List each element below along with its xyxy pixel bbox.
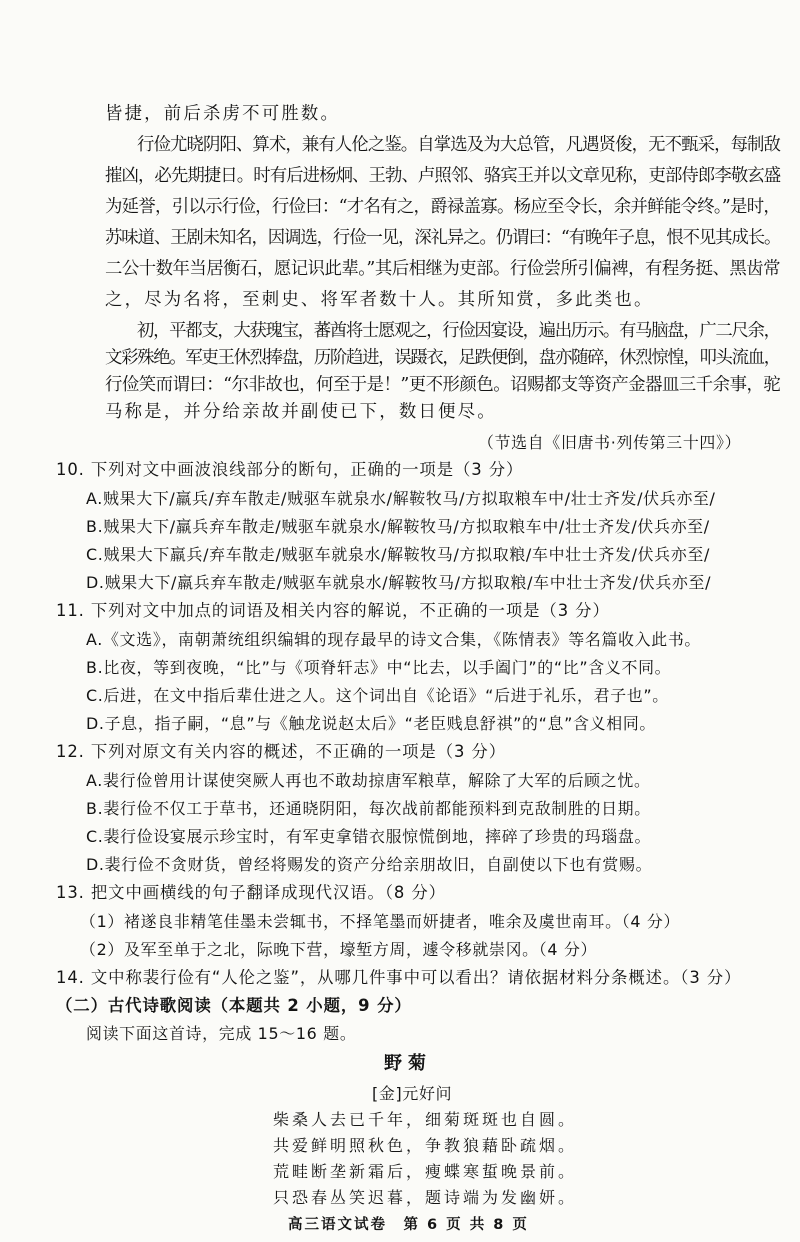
passage-line: 摧凶，必先期捷日。时有后进杨炯、王勃、卢照邻、骆宾王并以文章见称，吏部侍郎李敬玄盛 — [105, 166, 781, 186]
option-d: D.贼果大下/羸兵弃车散走/贼驱车就泉水/解鞍牧马/方拟取粮/车中壮士齐发/伏兵亦至/ — [86, 573, 712, 592]
question-stem: 13. 把文中画横线的句子翻译成现代汉语。（8 分） — [56, 883, 446, 902]
passage-line: 皆捷，前后杀虏不可胜数。 — [105, 104, 341, 124]
passage-line: 初，平都支，大获瑰宝，蕃酋将士愿观之，行俭因宴设，遍出历示。有马脑盘，广二尺余， — [137, 321, 780, 341]
passage-line: 为延誉，引以示行俭，行俭曰：“才名有之，爵禄盖寡。杨应至令长，余并鲜能令终。”是时， — [105, 197, 781, 217]
option-c: C.后进，在文中指后辈仕进之人。这个词出自《论语》“后进于礼乐，君子也”。 — [86, 686, 669, 705]
passage-line: 二公十数年当居衡石，愿记识此辈。”其后相继为吏部。行俭尝所引偏裨，有程务挺、黑齿常 — [105, 259, 781, 279]
poem-title: 野菊 — [384, 1053, 432, 1074]
option-a: A.裴行俭曾用计谋使突厥人再也不敢劫掠唐军粮草，解除了大军的后顾之忧。 — [86, 771, 651, 790]
option-c: C.贼果大下羸兵/弃车散走/贼驱车就泉水/解鞍牧马/方拟取粮/车中壮士齐发/伏兵亦至/ — [86, 545, 711, 564]
option-b: B.贼果大下/羸兵弃车散走/贼驱车就泉水/解鞍牧马/方拟取粮车中/壮士齐发/伏兵亦至/ — [86, 517, 710, 536]
question-stem: 11. 下列对文中加点的词语及相关内容的解说，不正确的一项是（3 分） — [56, 601, 610, 620]
page-footer: 高三语文试卷 第 6 页 共 8 页 — [288, 1217, 529, 1233]
option-b: B.裴行俭不仅工于草书，还通晓阴阳，每次战前都能预料到克敌制胜的日期。 — [86, 799, 651, 818]
passage-line: 马称是，并分给亲故并副使已下，数日便尽。 — [105, 402, 497, 422]
poem-author: [金]元好问 — [372, 1084, 453, 1103]
question-stem: 10. 下列对文中画波浪线部分的断句，正确的一项是（3 分） — [56, 460, 524, 479]
section-instruction: 阅读下面这首诗，完成 15～16 题。 — [86, 1024, 357, 1043]
passage-line: 文彩殊绝。军吏王休烈捧盘，历阶趋进，误蹑衣，足跌便倒，盘亦随碎，休烈惊惶，叩头流血， — [105, 348, 780, 368]
passage-line: 行俭笑而谓曰：“尔非故也，何至于是！”更不形颜色。诏赐都支等资产金器皿三千余事，驼 — [105, 375, 781, 395]
translation-item: （1）褚遂良非精笔佳墨未尝辄书，不择笔墨而妍捷者，唯余及虞世南耳。（4 分） — [80, 912, 681, 931]
option-c: C.裴行俭设宴展示珍宝时，有军吏拿错衣服惊慌倒地，摔碎了珍贵的玛瑙盘。 — [86, 827, 652, 846]
option-a: A.《文选》，南朝萧统组织编辑的现存最早的诗文合集，《陈情表》等名篇收入此书。 — [86, 630, 701, 649]
translation-item: （2）及军至单于之北，际晚下营，壕堑方周，遽令移就崇冈。（4 分） — [80, 940, 598, 959]
passage-line: 之，尽为名将，至刺史、将军者数十人。其所知赏，多此类也。 — [105, 290, 654, 310]
poem-line: 柴桑人去已千年，细菊斑斑也自圆。 — [273, 1110, 578, 1129]
poem-line: 只恐春丛笑迟暮，题诗端为发幽妍。 — [273, 1188, 578, 1207]
option-b: B.比夜，等到夜晚，“比”与《项脊轩志》中“比去，以手阖门”的“比”含义不同。 — [86, 658, 672, 677]
passage-line: 苏味道、王剧未知名，因调选，行俭一见，深礼异之。仍谓曰：“有晚年子息，恨不见其成长。 — [105, 228, 781, 248]
poem-line: 共爱鲜明照秋色，争教狼藉卧疏烟。 — [273, 1136, 578, 1155]
option-d: D.子息，指子嗣，“息”与《触龙说赵太后》“老臣贱息舒祺”的“息”含义相同。 — [86, 714, 656, 733]
poem-line: 荒畦断垄新霜后，瘦蝶寒蜇晚景前。 — [273, 1162, 578, 1181]
passage-source: （节选自《旧唐书·列传第三十四》） — [478, 433, 742, 452]
option-d: D.裴行俭不贪财货，曾经将赐发的资产分给亲朋故旧，自副使以下也有赏赐。 — [86, 855, 653, 874]
question-stem: 12. 下列对原文有关内容的概述，不正确的一项是（3 分） — [56, 742, 506, 761]
section-heading: （二）古代诗歌阅读（本题共 2 小题，9 分） — [56, 996, 412, 1015]
option-a: A.贼果大下/羸兵/弃车散走/贼驱车就泉水/解鞍牧马/方拟取粮车中/壮士齐发/伏兵亦至/ — [86, 489, 716, 508]
question-stem: 14. 文中称裴行俭有“人伦之鉴”，从哪几件事中可以看出？请依据材料分条概述。（3 分） — [56, 968, 742, 987]
passage-line: 行俭尤晓阴阳、算术，兼有人伦之鉴。自掌选及为大总管，凡遇贤俊，无不甄采，每制敌 — [137, 135, 781, 155]
